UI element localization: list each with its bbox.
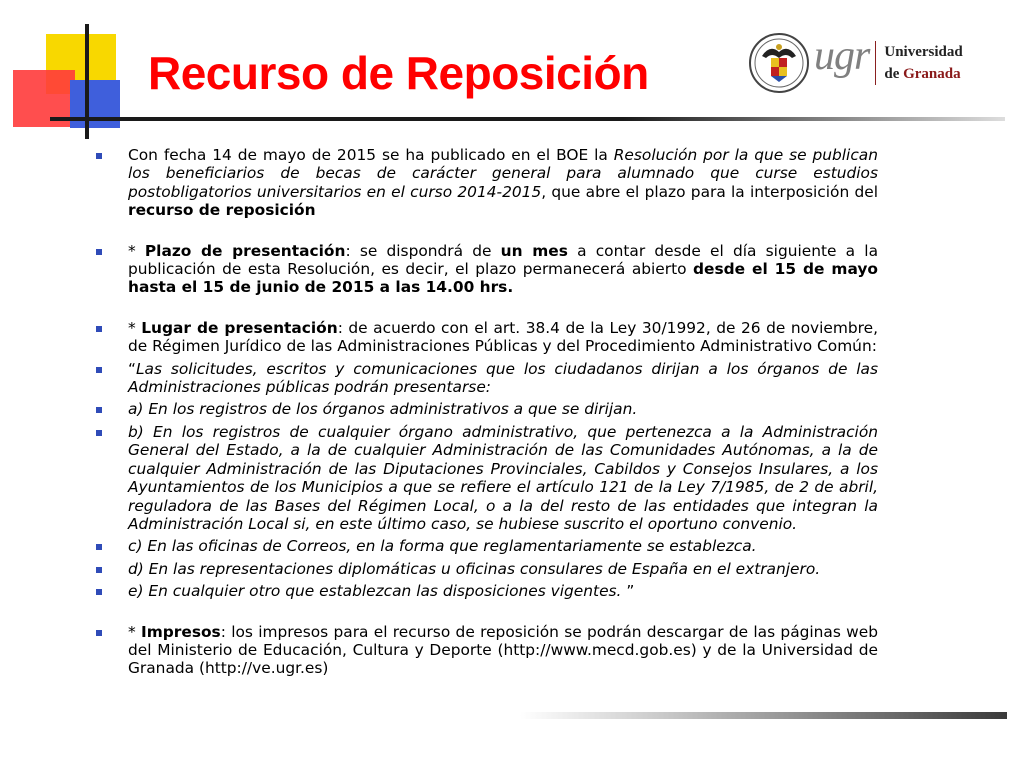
option-text: c) En las oficinas de Correos, en la forma que reglamentariamente se establezca.	[128, 537, 757, 556]
university-logo	[748, 32, 963, 94]
text: Con fecha 14 de mayo de 2015 se ha publicado en el BOE la	[128, 146, 614, 164]
text: *	[128, 622, 142, 641]
recurso-emphasis: recurso de reposición	[128, 201, 316, 220]
text: a contar desde el día siguiente a la publicación de esta Resolución, es decir, el plazo permanecerá abierto	[128, 241, 878, 279]
bullet-place	[92, 319, 878, 356]
bullet-option-c	[92, 537, 878, 555]
university-name-line2	[884, 63, 962, 85]
bullet-forms	[92, 623, 878, 678]
coat-of-arms-icon	[748, 32, 810, 94]
bullet-deadline	[92, 242, 878, 297]
option-text: d) En las representaciones diplomáticas u oficinas consulares de España en el extranjero.	[128, 559, 821, 578]
bullet-option-d	[92, 560, 878, 578]
option-text: a) En los registros de los órganos administrativos a que se dirijan.	[128, 400, 638, 419]
university-name-granada: Granada	[903, 66, 961, 82]
text: : de acuerdo con el art. 38.4 de la Ley 30/1992, de 26 de noviembre, de Régimen Jurídico de las Administraciones Públicas y del Procedimiento Administrativo Común:	[128, 318, 879, 356]
university-name-line1: Universidad	[884, 44, 963, 60]
logo-separator	[875, 41, 876, 85]
university-name-prefix: de	[884, 66, 904, 82]
bullet-quote-intro	[92, 360, 878, 397]
slide-body	[92, 146, 878, 678]
bullet-publication	[92, 146, 878, 220]
text: , que abre el plazo para la interposición del	[541, 182, 878, 201]
resolution-title: Resolución por la que se publican los beneficiarios de becas de carácter general para alumnado que curse estudios postobligatorios universitarios en el curso 2014-2015	[128, 146, 878, 201]
deadline-label: Plazo de presentación	[144, 241, 346, 260]
bottom-decorative-bar	[520, 712, 1007, 719]
date-range-emphasis: desde el 15 de mayo hasta el 15 de junio de 2015 a las 14.00 hrs.	[128, 260, 878, 297]
decorative-vertical-line	[85, 24, 89, 139]
slide-title: Recurso de Reposición	[148, 47, 649, 99]
close-quote: ”	[621, 582, 635, 601]
title-underline	[50, 117, 1005, 121]
quote-text: Las solicitudes, escritos y comunicaciones que los ciudadanos dirijan a los órganos de las Administraciones públicas podrán presentarse:	[128, 359, 878, 397]
open-quote: “	[128, 359, 136, 378]
ugr-logotype: ugr	[814, 33, 870, 79]
option-text: b) En los registros de cualquier órgano administrativo, que pertenezca a la Administración General del Estado, a la de cualquier Administración de las Comunidades Autónomas, a la de cualquier Administración de las Diputaciones Provinciales, Cabildos y Consejos Insulares, a los Ayuntamientos de los Municipios a que se refiere el artículo 121 de la Ley 7/1985, de 2 de abril, reguladora de las Bases del Régimen Local, o a la del resto de las entidades que integran la Administración Local si, en este último caso, se hubiese suscrito el oportuno convenio.	[128, 422, 878, 533]
option-text: e) En cualquier otro que establezcan las disposiciones vigentes.	[128, 582, 622, 601]
text: : los impresos para el recurso de reposición se podrán descargar de las páginas web del Ministerio de Educación, Cultura y Deporte (http://www.mecd.gob.es) y de la Universidad de Granada (http://ve.ugr.es)	[128, 622, 879, 678]
bullet-option-e	[92, 582, 878, 600]
text: *	[128, 241, 145, 260]
text: *	[128, 318, 142, 337]
one-month-emphasis: un mes	[500, 241, 568, 260]
bullet-option-b	[92, 423, 878, 533]
text: : se dispondrá de	[345, 241, 501, 260]
forms-label: Impresos	[141, 622, 221, 641]
place-label: Lugar de presentación	[141, 318, 338, 337]
bullet-option-a	[92, 400, 878, 418]
university-name	[884, 41, 962, 85]
